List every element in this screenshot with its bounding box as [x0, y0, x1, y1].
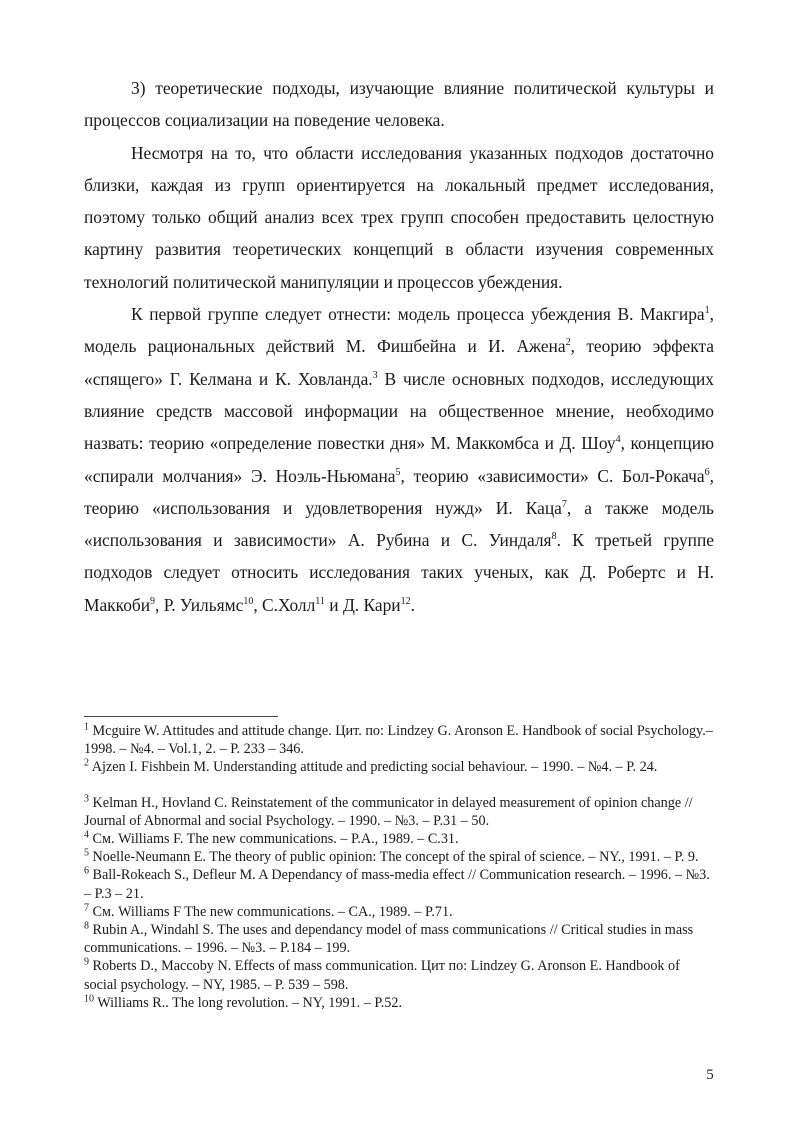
paragraph-text: , теорию «зависимости» С. Бол-Рокача	[400, 465, 705, 486]
footnote-reference[interactable]: 6	[704, 466, 710, 478]
page-number: 5	[706, 1067, 714, 1083]
paragraph-text: , а также модель «использования и зависимости» А. Рубина и С. Уиндаля	[84, 497, 714, 551]
paragraph-text: , С.Холл	[253, 594, 316, 615]
footnote-7	[84, 903, 714, 921]
footnote-number: 8	[84, 920, 89, 932]
footnote-8	[84, 921, 714, 957]
footnote-number: 2	[84, 757, 89, 769]
footnote-9	[84, 957, 714, 993]
footnote-reference[interactable]: 5	[395, 466, 401, 478]
footnote-text: Ajzen I. Fishbein M. Understanding attitude and predicting social behaviour. – 1990. – №4. – P. 24.	[91, 759, 658, 776]
body-text	[84, 72, 714, 621]
footnote-text: Mcguire W. Attitudes and attitude change. Цит. по: Lindzey G. Aronson E. Handbook of social Psychology.– 1998. – №4. – Vol.1, 2. – P. 233 – 346.	[84, 723, 713, 758]
footnote-number: 1	[84, 721, 89, 733]
footnote-text: Williams R.. The long revolution. – NY, 1991. – P.52.	[97, 994, 403, 1011]
paragraph-text: , теорию эффекта «спящего» Г. Келмана и К. Ховланда.	[84, 336, 714, 389]
paragraph-text: К первой группе следует отнести: модель процесса убеждения В. Макгира	[131, 304, 705, 325]
footnote-4	[84, 830, 714, 848]
footnote-text: См. Williams F The new communications. – CA., 1989. – P.71.	[92, 903, 453, 920]
footnote-number: 4	[84, 829, 89, 841]
footnotes	[84, 722, 714, 1012]
paragraph-text: , теорию «использования и удовлетворения нужд» И. Каца	[84, 465, 714, 518]
footnote-text: Kelman H., Hovland C. Reinstatement of the communicator in delayed measurement of opinion change // Journal of Abnormal and social Psychology. – 1990. – №3. – P.31 – 50.	[84, 794, 693, 829]
footnote-reference[interactable]: 4	[615, 434, 621, 446]
paragraph-3	[84, 298, 714, 621]
footnote-reference[interactable]: 12	[400, 595, 411, 607]
paragraph-text: , концепцию «спирали молчания» Э. Ноэль-Ньюмана	[84, 433, 714, 486]
footnote-reference[interactable]: 8	[551, 531, 557, 543]
footnote-5	[84, 848, 714, 866]
footnote-number: 3	[84, 792, 89, 804]
footnote-number: 7	[84, 902, 89, 914]
paragraph-1	[84, 72, 714, 137]
footnote-10	[84, 994, 714, 1012]
footnote-2	[84, 758, 714, 776]
footnote-6	[84, 866, 714, 902]
paragraph-2	[84, 137, 714, 298]
footnote-reference[interactable]: 9	[150, 595, 156, 607]
footnote-reference[interactable]: 1	[704, 305, 710, 317]
footnote-text: Roberts D., Maccoby N. Effects of mass communication. Цит по: Lindzey G. Aronson E. Handbook of social psychology. – NY, 1985. – P. 539 – 598.	[84, 958, 680, 993]
footnote-separator	[84, 716, 278, 717]
footnote-reference[interactable]: 2	[565, 337, 571, 349]
footnote-reference[interactable]: 11	[315, 595, 325, 607]
footnote-3	[84, 794, 714, 830]
footnote-reference[interactable]: 3	[372, 369, 378, 381]
footnote-text: Rubin A., Windahl S. The uses and dependancy model of mass communications // Critical studies in mass communications. – 1996. – №3. – P.184 – 199.	[84, 922, 694, 957]
footnote-text: Noelle-Neumann E. The theory of public opinion: The concept of the spiral of science. – NY., 1991. – P. 9.	[92, 849, 699, 866]
footnote-1	[84, 722, 714, 758]
paragraph-text: В числе основных подходов, исследующих влияние средств массовой информации на общественное мнение, необходимо назвать: теорию «определение повестки дня» М. Маккомбса и Д. Шоу	[84, 368, 714, 454]
paragraph-text: , Р. Уильямс	[155, 594, 244, 615]
paragraph-text: Несмотря на то, что области исследования указанных подходов достаточно близки, каждая из групп ориентируется на локальный предмет исследования, поэтому только общий анализ всех трех групп способен предоставить целостную картину развития теоретических концепций в области изучения современных технологий политической манипуляции и процессов убеждения.	[84, 142, 714, 292]
paragraph-text: 3) теоретические подходы, изучающие влияние политической культуры и процессов социализации на поведение человека.	[84, 78, 714, 131]
footnote-number: 10	[84, 993, 94, 1005]
paragraph-text: , модель рациональных действий М. Фишбейна и И. Ажена	[84, 304, 714, 357]
footnote-number: 6	[84, 865, 89, 877]
paragraph-text: . К третьей группе подходов следует относить исследования таких ученых, как Д. Робертс и Н. Маккоби	[84, 530, 714, 615]
footnote-text: См. Williams F. The new communications. – P.A., 1989. – C.31.	[92, 831, 459, 848]
footnote-number: 5	[84, 847, 89, 859]
footnote-reference[interactable]: 7	[561, 499, 567, 511]
footnote-text: Ball-Rokeach S., Defleur M. A Dependancy of mass-media effect // Communication research. – 1996. – №3. – P.3 – 21.	[84, 867, 710, 902]
footnote-number: 9	[84, 956, 89, 968]
paragraph-text: и Д. Кари	[324, 594, 401, 615]
paragraph-text: .	[410, 594, 415, 615]
footnote-reference[interactable]: 10	[243, 595, 254, 607]
